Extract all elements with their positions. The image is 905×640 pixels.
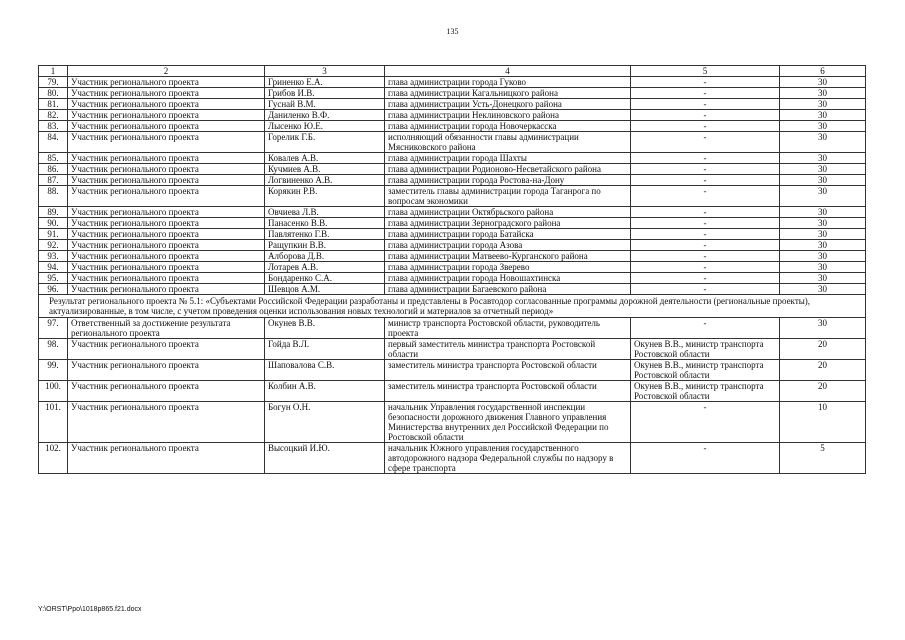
row-number: 86.: [39, 164, 68, 175]
supervisor-cell: -: [631, 207, 780, 218]
table-row: [39, 229, 866, 240]
position-cell: глава администрации Усть-Донецкого района: [385, 99, 631, 110]
involvement-cell: 30: [780, 284, 866, 295]
role-cell: Участник регионального проекта: [68, 132, 265, 153]
involvement-cell: 30: [780, 175, 866, 186]
role-cell: Участник регионального проекта: [68, 77, 265, 88]
header-cell: 6: [780, 66, 866, 77]
table-row: [39, 443, 866, 474]
position-cell: исполняющий обязанности главы администрации Мясниковского района: [385, 132, 631, 153]
position-cell: глава администрации города Ростова-на-Дону: [385, 175, 631, 186]
table-row: [39, 121, 866, 132]
involvement-cell: 20: [780, 339, 866, 360]
table-row: [39, 99, 866, 110]
supervisor-cell: -: [631, 443, 780, 474]
supervisor-cell: -: [631, 110, 780, 121]
position-cell: заместитель министра транспорта Ростовской области: [385, 381, 631, 402]
supervisor-cell: Окунев В.В., министр транспорта Ростовской области: [631, 339, 780, 360]
table-row: [39, 132, 866, 153]
role-cell: Участник регионального проекта: [68, 402, 265, 443]
involvement-cell: 5: [780, 443, 866, 474]
involvement-cell: 30: [780, 121, 866, 132]
table-row: [39, 273, 866, 284]
supervisor-cell: -: [631, 318, 780, 339]
role-cell: Участник регионального проекта: [68, 262, 265, 273]
table-row: [39, 207, 866, 218]
name-cell: Богун О.Н.: [265, 402, 385, 443]
involvement-cell: 30: [780, 153, 866, 164]
row-number: 81.: [39, 99, 68, 110]
table-row: [39, 77, 866, 88]
table-row: [39, 360, 866, 381]
table-row: [39, 339, 866, 360]
supervisor-cell: -: [631, 164, 780, 175]
row-number: 88.: [39, 186, 68, 207]
supervisor-cell: -: [631, 251, 780, 262]
name-cell: Шевцов А.М.: [265, 284, 385, 295]
involvement-cell: 30: [780, 218, 866, 229]
header-cell: 4: [385, 66, 631, 77]
involvement-cell: 30: [780, 164, 866, 175]
role-cell: Участник регионального проекта: [68, 110, 265, 121]
role-cell: Участник регионального проекта: [68, 121, 265, 132]
position-cell: глава администрации Октябрьского района: [385, 207, 631, 218]
row-number: 97.: [39, 318, 68, 339]
name-cell: Ращупкин В.В.: [265, 240, 385, 251]
header-row: [39, 66, 866, 77]
name-cell: Окунев В.В.: [265, 318, 385, 339]
position-cell: глава администрации Неклиновского района: [385, 110, 631, 121]
position-cell: глава администрации Зерноградского района: [385, 218, 631, 229]
page-number: 135: [446, 27, 459, 36]
name-cell: Логвиненко А.В.: [265, 175, 385, 186]
involvement-cell: 30: [780, 318, 866, 339]
involvement-cell: 30: [780, 273, 866, 284]
involvement-cell: 30: [780, 186, 866, 207]
supervisor-cell: Окунев В.В., министр транспорта Ростовской области: [631, 360, 780, 381]
row-number: 82.: [39, 110, 68, 121]
table-row: [39, 88, 866, 99]
role-cell: Участник регионального проекта: [68, 240, 265, 251]
name-cell: Колбин А.В.: [265, 381, 385, 402]
table-row: [39, 381, 866, 402]
involvement-cell: 30: [780, 262, 866, 273]
role-cell: Участник регионального проекта: [68, 284, 265, 295]
name-cell: Гуснай В.М.: [265, 99, 385, 110]
role-cell: Участник регионального проекта: [68, 229, 265, 240]
supervisor-cell: -: [631, 218, 780, 229]
position-cell: начальник Южного управления государственного автодорожного надзора Федеральной службы по надзору в сфере транспорта: [385, 443, 631, 474]
position-cell: глава администрации города Батайска: [385, 229, 631, 240]
supervisor-cell: -: [631, 262, 780, 273]
supervisor-cell: -: [631, 132, 780, 153]
role-cell: Участник регионального проекта: [68, 175, 265, 186]
supervisor-cell: -: [631, 121, 780, 132]
role-cell: Участник регионального проекта: [68, 339, 265, 360]
role-cell: Участник регионального проекта: [68, 164, 265, 175]
name-cell: Горелик Г.Б.: [265, 132, 385, 153]
row-number: 80.: [39, 88, 68, 99]
row-number: 85.: [39, 153, 68, 164]
role-cell: Участник регионального проекта: [68, 360, 265, 381]
involvement-cell: 30: [780, 251, 866, 262]
role-cell: Участник регионального проекта: [68, 153, 265, 164]
role-cell: Участник регионального проекта: [68, 218, 265, 229]
position-cell: глава администрации города Азова: [385, 240, 631, 251]
row-number: 89.: [39, 207, 68, 218]
position-cell: глава администрации города Шахты: [385, 153, 631, 164]
header-cell: 1: [39, 66, 68, 77]
role-cell: Участник регионального проекта: [68, 251, 265, 262]
position-cell: заместитель главы администрации города Таганрога по вопросам экономики: [385, 186, 631, 207]
supervisor-cell: -: [631, 284, 780, 295]
row-number: 101.: [39, 402, 68, 443]
table-row: [39, 153, 866, 164]
supervisor-cell: -: [631, 99, 780, 110]
row-number: 83.: [39, 121, 68, 132]
involvement-cell: 30: [780, 77, 866, 88]
involvement-cell: 30: [780, 229, 866, 240]
position-cell: начальник Управления государственной инспекции безопасности дорожного движения Главного управления Министерства внутренних дел Российской Федерации по Ростовской области: [385, 402, 631, 443]
name-cell: Шаповалова С.В.: [265, 360, 385, 381]
table-row: [39, 251, 866, 262]
position-cell: министр транспорта Ростовской области, руководитель проекта: [385, 318, 631, 339]
name-cell: Высоцкий И.Ю.: [265, 443, 385, 474]
row-number: 87.: [39, 175, 68, 186]
name-cell: Гойда В.Л.: [265, 339, 385, 360]
supervisor-cell: -: [631, 240, 780, 251]
name-cell: Панасенко В.В.: [265, 218, 385, 229]
participants-table: [38, 65, 866, 474]
table-row: [39, 175, 866, 186]
row-number: 95.: [39, 273, 68, 284]
table-row: [39, 110, 866, 121]
row-number: 96.: [39, 284, 68, 295]
table-row: [39, 164, 866, 175]
row-number: 91.: [39, 229, 68, 240]
supervisor-cell: -: [631, 77, 780, 88]
table-row: [39, 218, 866, 229]
row-number: 100.: [39, 381, 68, 402]
position-cell: глава администрации Кагальницкого района: [385, 88, 631, 99]
involvement-cell: 10: [780, 402, 866, 443]
row-number: 93.: [39, 251, 68, 262]
name-cell: Ковалев А.В.: [265, 153, 385, 164]
supervisor-cell: -: [631, 88, 780, 99]
role-cell: Участник регионального проекта: [68, 273, 265, 284]
table-row: [39, 186, 866, 207]
row-number: 99.: [39, 360, 68, 381]
involvement-cell: 20: [780, 360, 866, 381]
role-cell: Участник регионального проекта: [68, 381, 265, 402]
role-cell: Ответственный за достижение результата регионального проекта: [68, 318, 265, 339]
involvement-cell: 20: [780, 381, 866, 402]
supervisor-cell: -: [631, 175, 780, 186]
involvement-cell: 30: [780, 99, 866, 110]
table-row: [39, 262, 866, 273]
role-cell: Участник регионального проекта: [68, 186, 265, 207]
supervisor-cell: -: [631, 186, 780, 207]
table-row: [39, 240, 866, 251]
name-cell: Корякин Р.В.: [265, 186, 385, 207]
table-row: [39, 284, 866, 295]
position-cell: глава администрации города Новошахтинска: [385, 273, 631, 284]
name-cell: Лысенко Ю.Е.: [265, 121, 385, 132]
role-cell: Участник регионального проекта: [68, 207, 265, 218]
name-cell: Алборова Д.В.: [265, 251, 385, 262]
supervisor-cell: -: [631, 229, 780, 240]
name-cell: Грибов И.В.: [265, 88, 385, 99]
role-cell: Участник регионального проекта: [68, 443, 265, 474]
header-cell: 3: [265, 66, 385, 77]
role-cell: Участник регионального проекта: [68, 88, 265, 99]
row-number: 94.: [39, 262, 68, 273]
position-cell: первый заместитель министра транспорта Ростовской области: [385, 339, 631, 360]
name-cell: Гриненко Е.А.: [265, 77, 385, 88]
header-cell: 5: [631, 66, 780, 77]
row-number: 79.: [39, 77, 68, 88]
involvement-cell: 30: [780, 88, 866, 99]
position-cell: глава администрации Матвеево-Курганского района: [385, 251, 631, 262]
name-cell: Кучмиев А.В.: [265, 164, 385, 175]
row-number: 84.: [39, 132, 68, 153]
row-number: 98.: [39, 339, 68, 360]
name-cell: Павлятенко Г.В.: [265, 229, 385, 240]
name-cell: Овчиева Л.В.: [265, 207, 385, 218]
supervisor-cell: -: [631, 402, 780, 443]
header-cell: 2: [68, 66, 265, 77]
position-cell: заместитель министра транспорта Ростовской области: [385, 360, 631, 381]
table-row: [39, 402, 866, 443]
name-cell: Даниленко В.Ф.: [265, 110, 385, 121]
row-number: 90.: [39, 218, 68, 229]
supervisor-cell: Окунев В.В., министр транспорта Ростовской области: [631, 381, 780, 402]
position-cell: глава администрации города Новочеркасска: [385, 121, 631, 132]
position-cell: глава администрации Багаевского района: [385, 284, 631, 295]
row-number: 102.: [39, 443, 68, 474]
row-number: 92.: [39, 240, 68, 251]
position-cell: глава администрации Родионово-Несветайского района: [385, 164, 631, 175]
position-cell: глава администрации города Зверево: [385, 262, 631, 273]
name-cell: Бондаренко С.А.: [265, 273, 385, 284]
involvement-cell: 30: [780, 207, 866, 218]
file-path-footer: Y:\ORST\Ppo\1018p865.f21.docx: [38, 606, 142, 613]
result-row: [39, 295, 866, 318]
position-cell: глава администрации города Гуково: [385, 77, 631, 88]
involvement-cell: 30: [780, 240, 866, 251]
involvement-cell: 30: [780, 110, 866, 121]
result-text: Результат регионального проекта № 5.1: «Субъектами Российской Федерации разработаны и представлены в Росавтодор согласованные программы дорожной деятельности (региональные проекты), актуализированные, в том числе, с учетом проведения оценки использования новых технологий и материалов за отчетный период»: [39, 295, 866, 318]
involvement-cell: 30: [780, 132, 866, 153]
name-cell: Лотарев А.В.: [265, 262, 385, 273]
table-row: [39, 318, 866, 339]
supervisor-cell: -: [631, 153, 780, 164]
supervisor-cell: -: [631, 273, 780, 284]
role-cell: Участник регионального проекта: [68, 99, 265, 110]
